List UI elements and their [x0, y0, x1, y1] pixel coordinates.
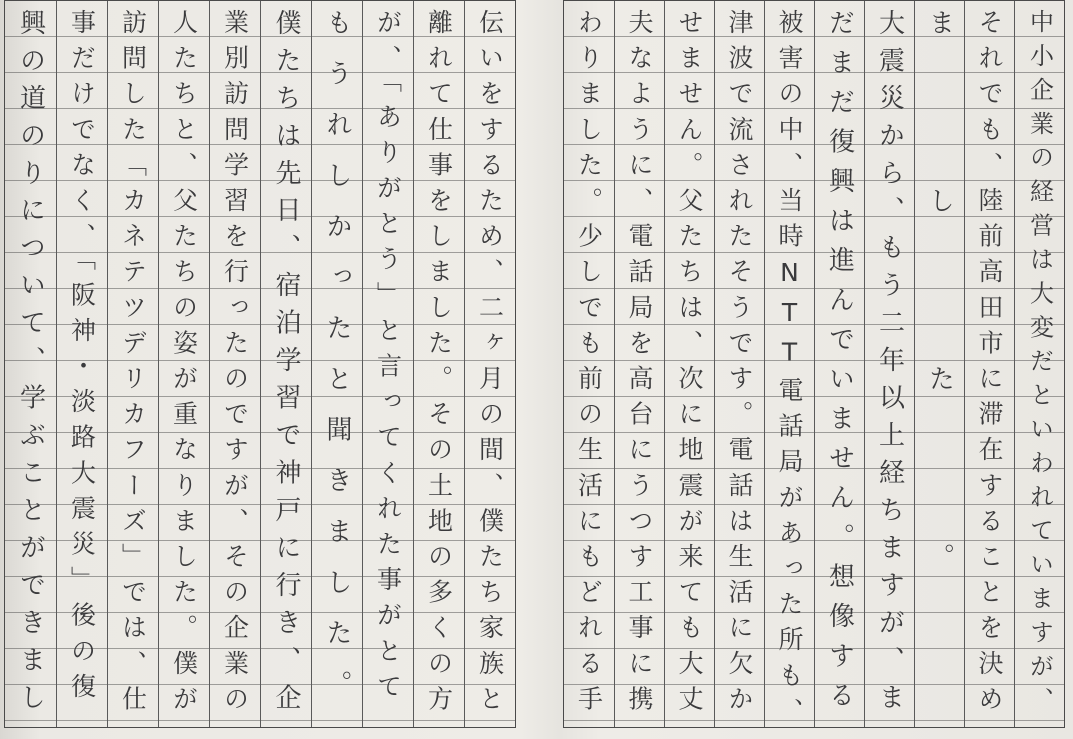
manuscript-column [714, 1, 764, 727]
column-text: 中小企業の経営は大変だといわれていますが、 [1025, 9, 1054, 721]
column-text: ました。 [924, 9, 955, 721]
column-text: が、「ありがとう」と言ってくれた事がとて [373, 9, 403, 709]
manuscript-column [764, 1, 814, 733]
column-text: 被害の中、当時NTT電話局があった所も、 [775, 9, 804, 733]
manuscript-column [864, 1, 914, 727]
manuscript-column [914, 1, 964, 727]
column-text: それでも、陸前高田市に滞在することを決め [975, 9, 1004, 721]
column-text: 大震災から、もう二年以上経ちますが、ま [874, 9, 905, 721]
manuscript-column [311, 1, 362, 727]
manuscript-column [362, 1, 413, 727]
manuscript-column [209, 1, 260, 727]
manuscript-column [260, 1, 311, 727]
right-manuscript-sheet [563, 0, 1065, 733]
manuscript-column [564, 1, 614, 727]
manuscript-column [158, 1, 209, 727]
column-text: わりました。少しでも前の生活にもどれる手 [574, 9, 604, 721]
manuscript-column [664, 1, 714, 727]
column-text: 事だけでなく、「阪神・淡路大震災」後の復 [67, 9, 97, 709]
column-text: もうれしかったと聞きました。 [322, 9, 352, 721]
column-text: 僕たちは先日、宿泊学習で神戸に行き、企 [271, 9, 301, 721]
manuscript-column [5, 1, 56, 727]
manuscript-column [964, 1, 1014, 727]
column-text: せません。父たちは、次に地震が来ても大丈 [675, 9, 704, 721]
manuscript-column [464, 1, 515, 727]
manuscript-column [814, 1, 864, 727]
manuscript-column [1014, 1, 1064, 727]
column-text: だまだ復興は進んでいません。想像する [824, 9, 855, 721]
column-text: 伝いをするため、二ヶ月の間、僕たち家族と [475, 9, 505, 721]
manuscript-column [107, 1, 158, 727]
column-text: 離れて仕事をしました。その土地の多くの方 [424, 9, 454, 721]
manuscript-column [614, 1, 664, 727]
manuscript-column [413, 1, 464, 727]
column-text: 興の道のりについて、学ぶことができまし [15, 9, 46, 721]
left-manuscript-sheet [4, 0, 516, 728]
column-text: 人たちと、父たちの姿が重なりました。僕が [169, 9, 199, 721]
column-text: 津波で流されたそうです。電話は生活に欠か [725, 9, 754, 721]
column-text: 訪問した「カネテツデリカフーズ」では、仕 [118, 9, 148, 721]
column-text: 業別訪問学習を行ったのですが、その企業の [220, 9, 250, 721]
column-text: 夫なように、電話局を高台にうつす工事に携 [625, 9, 654, 721]
manuscript-column [56, 1, 107, 727]
